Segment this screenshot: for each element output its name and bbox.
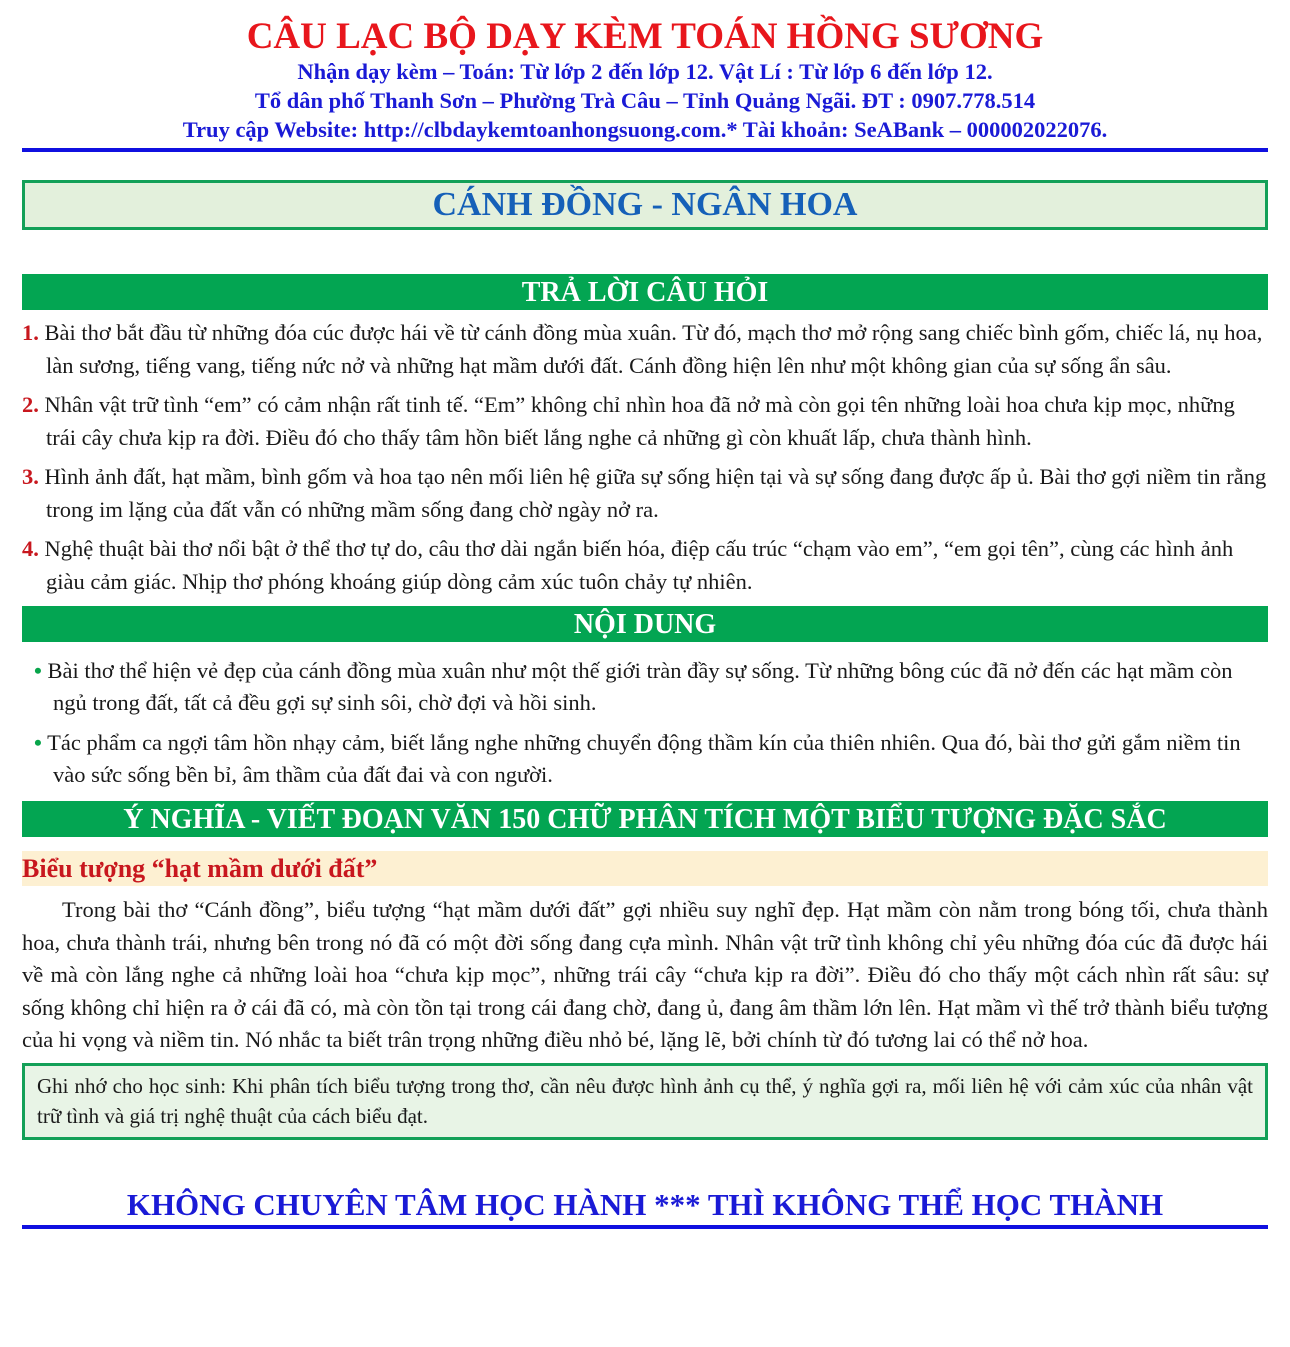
bullet-text: Tác phẩm ca ngợi tâm hồn nhạy cảm, biết lắng nghe những chuyển động thầm kín của thiên nhiên. Qua đó, bài thơ gửi gắm niềm tin vào sức sống bền bỉ, âm thầm của đất đai và con người. (41, 730, 1241, 787)
answer-item (22, 389, 1268, 454)
lesson-title: CÁNH ĐỒNG - NGÂN HOA (22, 180, 1268, 230)
answer-text: Hình ảnh đất, hạt mầm, bình gốm và hoa tạo nên mối liên hệ giữa sự sống hiện tại và sự sống đang được ấp ủ. Bài thơ gợi niềm tin rằng trong im lặng của đất vẫn có những mầm sống đang chờ ngày nở ra. (38, 464, 1267, 522)
document-page (22, 0, 1268, 1229)
bullet-icon: • (34, 730, 42, 755)
address-info: Tổ dân phố Thanh Sơn – Phường Trà Câu – Tỉnh Quảng Ngãi. ĐT : 0907.778.514 (254, 88, 1036, 113)
content-bullet-item (34, 727, 1268, 791)
student-note: Ghi nhớ cho học sinh: Khi phân tích biểu tượng trong thơ, cần nêu được hình ảnh cụ thể, ý nghĩa gợi ra, mối liên hệ với cảm xúc của nhân vật trữ tình và giá trị nghệ thuật của cách biểu đạt. (22, 1063, 1268, 1140)
club-title: CÂU LẠC BỘ DẠY KÈM TOÁN HỒNG SƯƠNG (246, 16, 1044, 57)
answer-number: 4. (22, 536, 39, 561)
answer-text: Bài thơ bắt đầu từ những đóa cúc được hái về từ cánh đồng mùa xuân. Từ đó, mạch thơ mở rộng sang chiếc bình gốm, chiếc lá, nụ hoa, làn sương, tiếng vang, tiếng nức nở và những hạt mầm dưới đất. Cánh đồng hiện lên như một không gian của sự sống ẩn sâu. (38, 320, 1263, 378)
website-info: Truy cập Website: http://clbdaykemtoanhongsuong.com.* Tài khoản: SeABank – 000002022076. (182, 117, 1108, 142)
answer-item (22, 317, 1268, 382)
answer-number: 3. (22, 464, 39, 489)
answers-list (22, 317, 1268, 598)
answer-number: 1. (22, 320, 39, 345)
content-bullet-item (34, 655, 1268, 719)
answer-text: Nghệ thuật bài thơ nổi bật ở thể thơ tự do, câu thơ dài ngắn biến hóa, điệp cấu trúc “chạm vào em”, “em gọi tên”, cùng các hình ảnh giàu cảm giác. Nhịp thơ phóng khoáng giúp dòng cảm xúc tuôn chảy tự nhiên. (38, 536, 1234, 594)
bullet-icon: • (34, 658, 42, 683)
footer-divider (22, 1225, 1268, 1229)
content-section-heading: NỘI DUNG (22, 606, 1268, 642)
answers-section-heading: TRẢ LỜI CÂU HỎI (22, 274, 1268, 310)
answer-number: 2. (22, 392, 39, 417)
analysis-paragraph: Trong bài thơ “Cánh đồng”, biểu tượng “hạt mầm dưới đất” gợi nhiều suy nghĩ đẹp. Hạt mầm còn nằm trong bóng tối, chưa thành hoa, chưa thành trái, nhưng bên trong nó đã có một đời sống đang cựa mình. Nhân vật trữ tình không chỉ yêu những đóa cúc đã được hái về mà còn lắng nghe cả những loài hoa “chưa kịp mọc”, những trái cây “chưa kịp ra đời”. Điều đó cho thấy một cách nhìn rất sâu: sự sống không chỉ hiện ra ở cái đã có, mà còn tồn tại trong cái đang chờ, đang ủ, đang âm thầm lớn lên. Hạt mầm vì thế trở thành biểu tượng của hi vọng và niềm tin. Nó nhắc ta biết trân trọng những điều nhỏ bé, lặng lẽ, bởi chính từ đó tương lai có thể nở hoa. (22, 897, 1268, 1052)
meaning-section-heading: Ý NGHĨA - VIẾT ĐOẠN VĂN 150 CHỮ PHÂN TÍCH MỘT BIỂU TƯỢNG ĐẶC SẮC (22, 801, 1268, 837)
tutoring-info: Nhận dạy kèm – Toán: Từ lớp 2 đến lớp 12. Vật Lí : Từ lớp 6 đến lớp 12. (297, 59, 993, 84)
footer-motto: KHÔNG CHUYÊN TÂM HỌC HÀNH *** THÌ KHÔNG THỂ HỌC THÀNH (126, 1186, 1164, 1222)
club-header (22, 17, 1268, 152)
bullet-text: Bài thơ thể hiện vẻ đẹp của cánh đồng mùa xuân như một thế giới tràn đầy sự sống. Từ những bông cúc đã nở đến các hạt mầm còn ngủ trong đất, tất cả đều gợi sự sinh sôi, chờ đợi và hồi sinh. (41, 658, 1233, 715)
answer-item (22, 461, 1268, 526)
symbol-heading: Biểu tượng “hạt mầm dưới đất” (22, 851, 1268, 886)
answer-item (22, 533, 1268, 598)
header-divider (22, 148, 1268, 152)
content-bullets (22, 655, 1268, 791)
answer-text: Nhân vật trữ tình “em” có cảm nhận rất tinh tế. “Em” không chỉ nhìn hoa đã nở mà còn gọi tên những loài hoa chưa kịp mọc, những trái cây chưa kịp ra đời. Điều đó cho thấy tâm hồn biết lắng nghe cả những gì còn khuất lấp, chưa thành hình. (38, 392, 1235, 450)
